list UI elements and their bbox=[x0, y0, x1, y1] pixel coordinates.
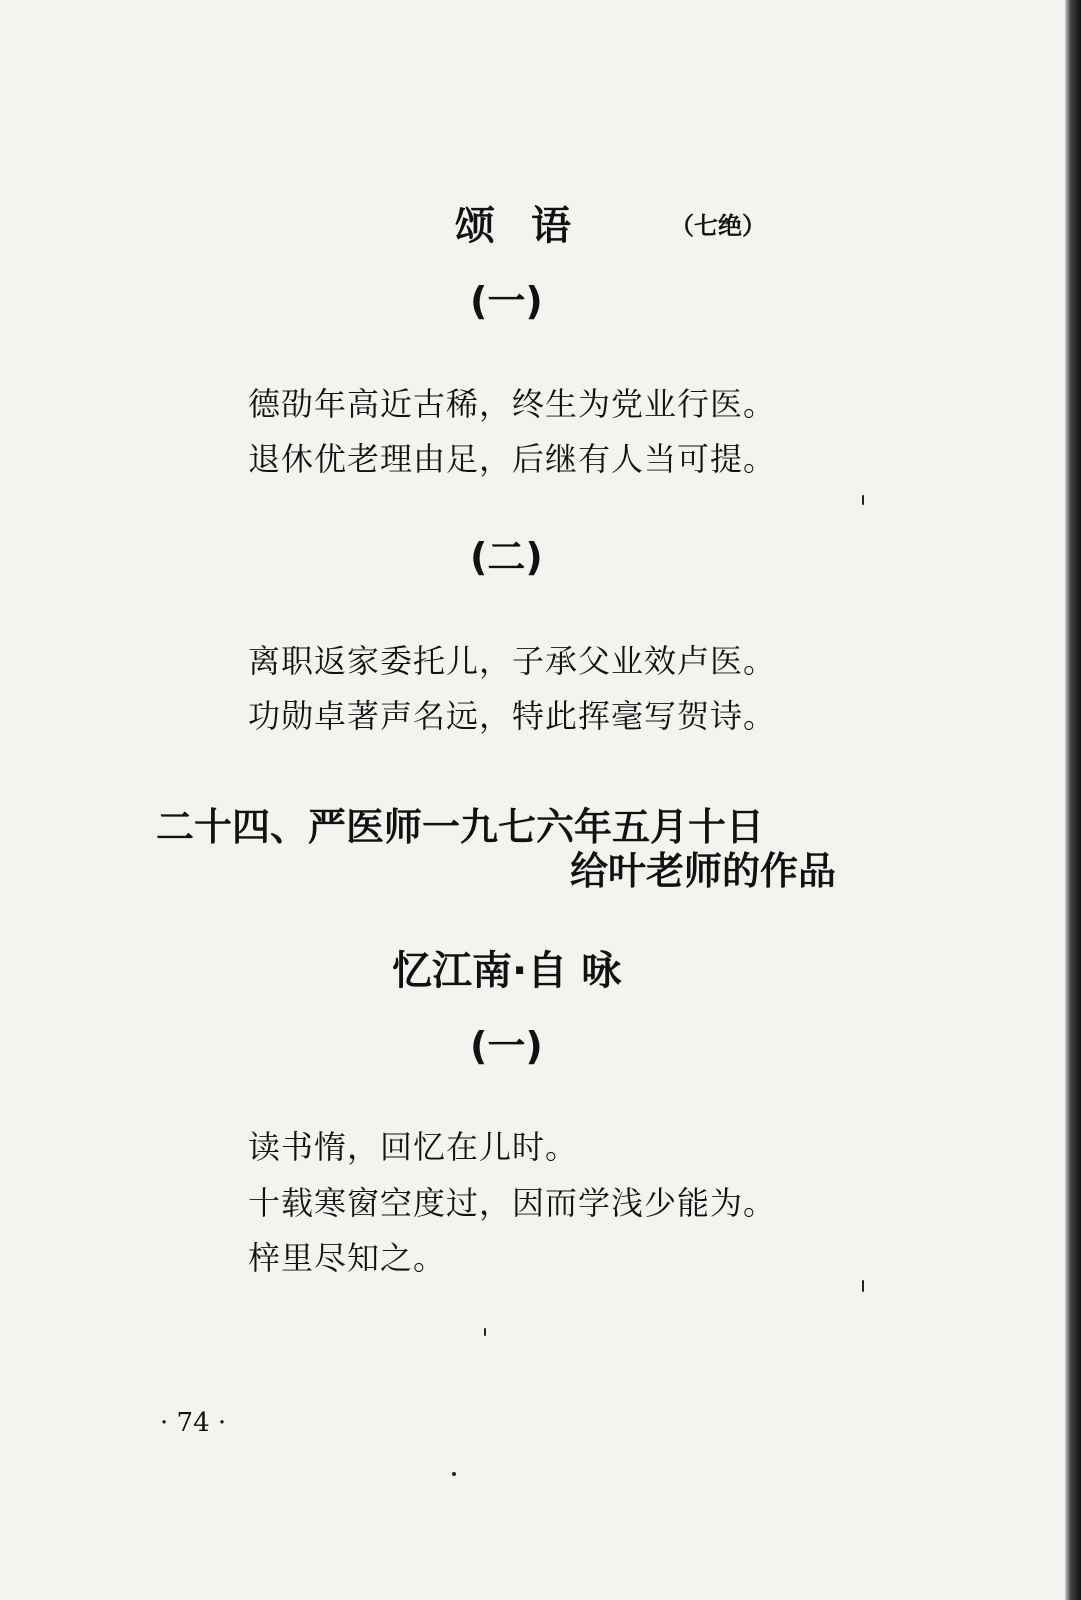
stanza-number: (一) bbox=[470, 1024, 543, 1068]
section-heading-line2: 给叶老师的作品 bbox=[570, 849, 837, 893]
section-heading-line1: 二十四、严医师一九七六年五月十日 bbox=[156, 805, 765, 849]
poem-line: 读书惰，回忆在儿时。 bbox=[248, 1128, 579, 1166]
poem-title bbox=[455, 203, 571, 249]
poem-title-part2: 语 bbox=[531, 203, 571, 249]
ci-poem-title-part2: 咏 bbox=[581, 948, 622, 994]
scan-speck bbox=[452, 1472, 456, 1476]
stanza-number: (一) bbox=[470, 279, 543, 323]
page-number: · 74 · bbox=[160, 1408, 227, 1438]
scanned-page-edge bbox=[1065, 0, 1081, 1600]
ci-poem-title-part1: 忆江南·自 bbox=[392, 948, 568, 994]
scan-speck bbox=[862, 1280, 864, 1292]
poem-line: 退休优老理由足，后继有人当可提。 bbox=[248, 440, 777, 478]
poem-line: 梓里尽知之。 bbox=[248, 1239, 447, 1277]
poem-title-part1: 颂 bbox=[455, 203, 495, 249]
poem-line: 功勋卓著声名远，特此挥毫写贺诗。 bbox=[248, 697, 777, 735]
poem-line: 德劭年高近古稀，终生为党业行医。 bbox=[248, 385, 777, 423]
scan-speck bbox=[484, 1328, 486, 1336]
scan-speck bbox=[862, 495, 864, 505]
ci-poem-title bbox=[392, 948, 622, 994]
stanza-number: (二) bbox=[470, 535, 543, 579]
poem-line: 离职返家委托儿，子承父业效卢医。 bbox=[248, 642, 777, 680]
poem-line: 十载寒窗空度过，因而学浅少能为。 bbox=[248, 1184, 777, 1222]
poem-form-note: （七绝） bbox=[670, 212, 766, 240]
